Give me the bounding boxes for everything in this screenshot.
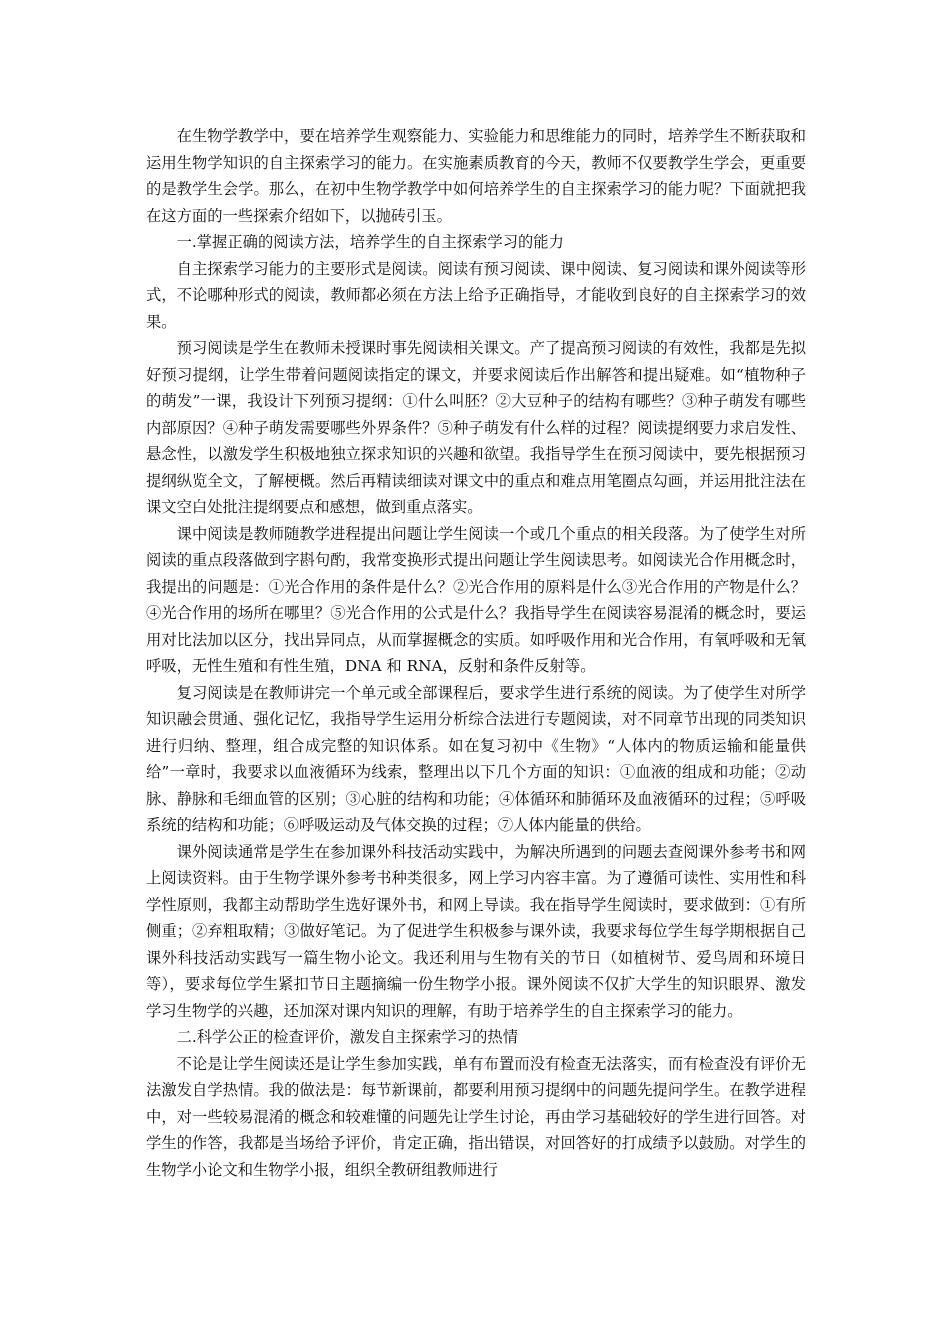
paragraph-reading-forms: 自主探索学习能力的主要形式是阅读。阅读有预习阅读、课中阅读、复习阅读和课外阅读等形式，不论哪种形式的阅读，教师都必须在方法上给予正确指导，才能收到良好的自主探索学习的效果。 [146,259,806,331]
section-heading-1: 一.掌握正确的阅读方法，培养学生的自主探索学习的能力 [176,233,564,251]
paragraph-preview-reading: 预习阅读是学生在教师未授课时事先阅读相关课文。产了提高预习阅读的有效性，我都是先拟好预习提纲，让学生带着问题阅读指定的课文，并要求阅读后作出解答和提出疑难。如“植物种子的萌发”一课，我设计下列预习提纲：①什么叫胚？②大豆种子的结构有哪些？③种子萌发有哪些内部原因？④种子萌发需要哪些外界条件？⑤种子萌发有什么样的过程？阅读提纲要力求启发性、悬念性，以激发学生积极地独立探求知识的兴趣和欲望。我指导学生在预习阅读中，要先根据预习提纲纵览全文，了解梗概。然后再精读细读对课文中的重点和难点用笔圈点勾画，并运用批注法在课文空白处批注提纲要点和感想，做到重点落实。 [146,339,806,516]
document-body [146,123,806,1183]
paragraph-review-reading: 复习阅读是在教师讲完一个单元或全部课程后，要求学生进行系统的阅读。为了使学生对所学知识融会贯通、强化记忆，我指导学生运用分析综合法进行专题阅读，对不同章节出现的同类知识进行归纳、整理，组合成完整的知识体系。如在复习初中《生物》“人体内的物质运输和能量供给”一章时，我要求以血液循环为线索，整理出以下几个方面的知识：①血液的组成和功能；②动脉、静脉和毛细血管的区别；③心脏的结构和功能；④体循环和肺循环及血液循环的过程；⑤呼吸系统的结构和功能；⑥呼吸运动及气体交换的过程；⑦人体内能量的供给。 [146,683,806,834]
paragraph-intro: 在生物学教学中，要在培养学生观察能力、实验能力和思维能力的同时，培养学生不断获取和运用生物学知识的自主探索学习的能力。在实施素质教育的今天，教师不仅要教学生学会，更重要的是教学生会学。那么，在初中生物学教学中如何培养学生的自主探索学习的能力呢？下面就把我在这方面的一些探索介绍如下，以抛砖引玉。 [146,127,806,225]
paragraph-evaluation: 不论是让学生阅读还是让学生参加实践，单有布置而没有检查无法落实，而有检查没有评价无法激发自学热情。我的做法是：每节新课前，都要利用预习提纲中的问题先提问学生。在教学进程中，对一些较易混淆的概念和较难懂的问题先让学生讨论，再由学习基础较好的学生进行回答。对学生的作答，我都是当场给予评价，肯定正确，指出错误，对回答好的打成绩予以鼓励。对学生的生物学小论文和生物学小报，组织全教研组教师进行 [146,1054,806,1179]
paragraph-extracurricular-reading: 课外阅读通常是学生在参加课外科技活动实践中，为解决所遇到的问题去查阅课外参考书和网上阅读资料。由于生物学课外参考书种类很多，网上学习内容丰富。为了遵循可读性、实用性和科学性原则，我都主动帮助学生选好课外书，和网上导读。我在指导学生阅读时，要求做到：①有所侧重；②弃粗取精；③做好笔记。为了促进学生积极参与课外读，我要求每位学生每学期根据自己课外科技活动实践写一篇生物小论文。我还利用与生物有关的节日（如植树节、爱鸟周和环境日等），要求每位学生紧扣节日主题摘编一份生物学小报。课外阅读不仅扩大学生的知识眼界、激发学习生物学的兴趣，还加深对课内知识的理解，有助于培养学生的自主探索学习的能力。 [146,842,806,1020]
section-heading-2: 二.科学公正的检查评价，激发自主探索学习的热情 [176,1028,518,1046]
paragraph-class-reading: 课中阅读是教师随教学进程提出问题让学生阅读一个或几个重点的相关段落。为了使学生对所阅读的重点段落做到字斟句酌，我常变换形式提出问题让学生阅读思考。如阅读光合作用概念时，我提出的问题是：①光合作用的条件是什么？②光合作用的原料是什么③光合作用的产物是什么？④光合作用的场所在哪里？⑤光合作用的公式是什么？我指导学生在阅读容易混淆的概念时，要运用对比法加以区分，找出异同点，从而掌握概念的实质。如呼吸作用和光合作用，有氧呼吸和无氧呼吸，无性生殖和有性生殖，DNA 和 RNA，反射和条件反射等。 [146,524,806,675]
